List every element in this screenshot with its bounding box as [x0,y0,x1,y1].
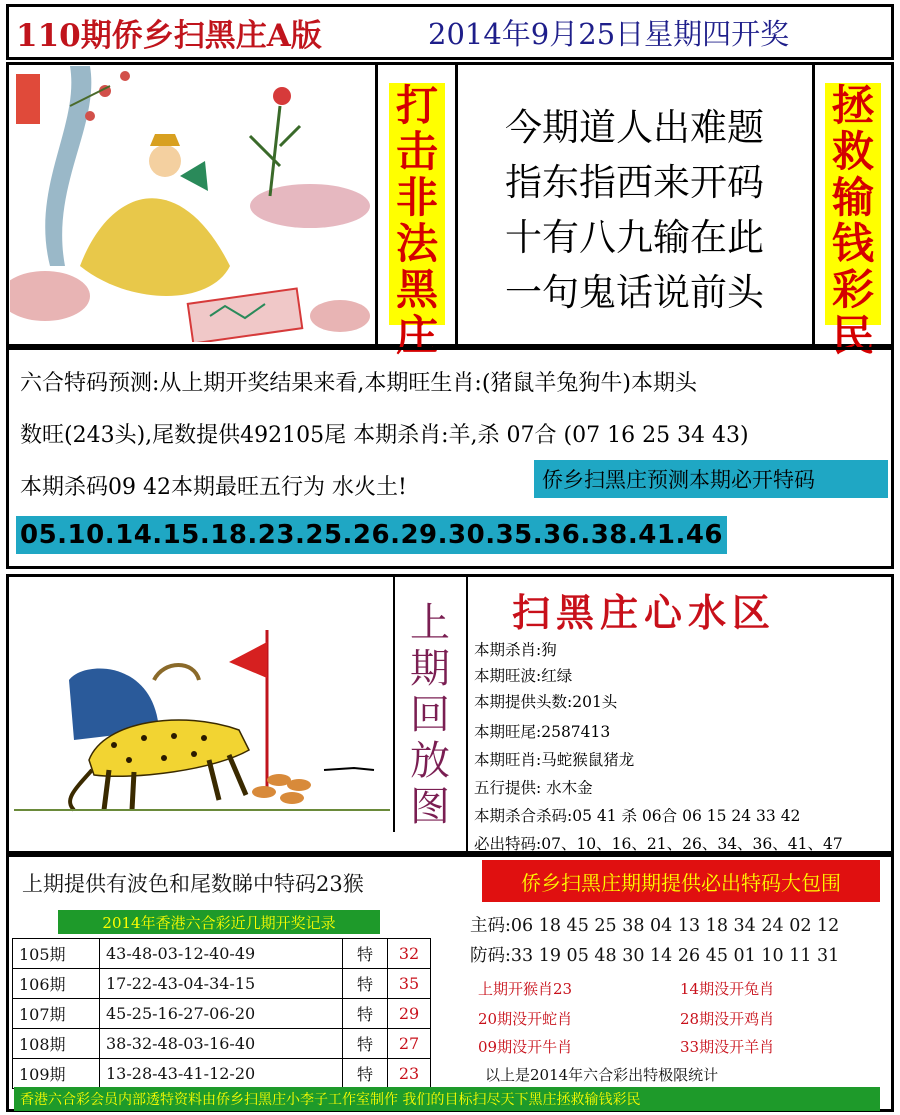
divider [466,574,468,854]
prediction-line-1: 六合特码预测:从上期开奖结果来看,本期旺生肖:(猪鼠羊兔狗牛)本期头 [20,371,697,396]
review-title: 扫黑庄心水区 [512,590,777,635]
history-table [12,938,431,1089]
numbers-cell: 13-28-43-41-12-20 [100,1059,343,1089]
footer-bar: 香港六合彩会员内部透特资料由侨乡扫黑庄小李子工作室制作 我们的目标扫尽天下黑庄拯救输钱彩民 [14,1087,880,1111]
issue-cell: 108期 [13,1029,100,1059]
review-char: 放 [410,738,450,784]
review-item: 本期杀肖:狗 [474,641,557,659]
special-cell: 27 [388,1029,431,1059]
issue-cell: 105期 [13,939,100,969]
stat-note: 20期没开蛇肖 [478,1010,573,1028]
prediction-line-3: 本期杀码09 42本期最旺五行为 水火土! [20,475,407,500]
leopard-illustration [14,620,390,830]
review-char: 图 [410,784,450,830]
header-title-left: 110期侨乡扫黑庄A版 [16,18,322,54]
issue-cell: 106期 [13,969,100,999]
side-char: 输 [831,173,874,222]
review-item: 本期旺尾:2587413 [474,723,611,741]
te-cell: 特 [343,939,388,969]
special-cell: 32 [388,939,431,969]
special-cell: 29 [388,999,431,1029]
prediction-banner: 侨乡扫黑庄预测本期必开特码 [534,460,888,498]
review-char: 回 [410,692,450,738]
side-char: 民 [831,311,874,360]
review-item: 本期旺肖:马蛇猴鼠猪龙 [474,751,635,769]
predicted-numbers: 05.10.14.15.18.23.25.26.29.30.35.36.38.41.46 [16,516,727,554]
history-title: 2014年香港六合彩近几期开奖记录 [58,910,380,934]
stat-note: 28期没开鸡肖 [680,1010,775,1028]
guarantee-banner: 侨乡扫黑庄期期提供必出特码大包围 [482,860,880,902]
numbers-cell: 38-32-48-03-16-40 [100,1029,343,1059]
divider [812,62,815,347]
poem-line: 一句鬼话说前头 [505,271,764,314]
review-char: 期 [410,646,450,692]
table-row [13,939,431,969]
poem-line: 今期道人出难题 [505,106,764,149]
special-cell: 23 [388,1059,431,1089]
divider [375,62,378,347]
table-row [13,969,431,999]
defense-codes: 防码:33 19 05 48 30 14 26 45 01 10 11 31 [470,946,840,966]
special-cell: 35 [388,969,431,999]
side-char: 法 [395,219,438,268]
te-cell: 特 [343,969,388,999]
side-char: 彩 [831,265,874,314]
review-label [400,600,460,830]
poem [505,100,764,320]
stat-note: 33期没开羊肖 [680,1038,775,1056]
side-char: 钱 [831,219,874,268]
side-char: 庄 [395,311,438,360]
sage-illustration [10,66,372,342]
stats-footer: 以上是2014年六合彩出特极限统计 [485,1066,719,1084]
poem-line: 指东指西来开码 [505,161,764,204]
te-cell: 特 [343,1059,388,1089]
prediction-line-2: 数旺(243头),尾数提供492105尾 本期杀肖:羊,杀 07合 (07 16 25 34 43) [20,423,749,448]
numbers-cell: 43-48-03-12-40-49 [100,939,343,969]
table-row [13,1029,431,1059]
side-char: 打 [395,81,438,130]
stamp-logo [16,74,40,124]
divider [455,62,458,347]
numbers-cell: 45-25-16-27-06-20 [100,999,343,1029]
review-item: 五行提供: 水木金 [474,779,593,797]
issue-cell: 107期 [13,999,100,1029]
review-item: 本期提供头数:201头 [474,693,618,711]
header-title-right: 2014年9月25日星期四开奖 [428,17,790,51]
side-char: 击 [395,127,438,176]
numbers-cell: 17-22-43-04-34-15 [100,969,343,999]
side-char: 黑 [395,265,438,314]
review-item: 本期杀合杀码:05 41 杀 06合 06 15 24 33 42 [474,807,801,825]
main-codes: 主码:06 18 45 25 38 04 13 18 34 24 02 12 [470,916,840,936]
side-label-right [825,81,881,360]
review-item: 必出特码:07、10、16、21、26、34、36、41、47 [474,835,843,853]
poem-line: 十有八九输在此 [505,216,764,259]
side-char: 拯 [831,81,874,130]
te-cell: 特 [343,1029,388,1059]
stat-note: 上期开猴肖23 [478,980,573,998]
table-row [13,1059,431,1089]
divider [393,574,395,832]
side-char: 非 [395,173,438,222]
table-row [13,999,431,1029]
last-issue-notice: 上期提供有波色和尾数睇中特码23猴 [22,872,364,896]
review-char: 上 [410,600,450,646]
issue-cell: 109期 [13,1059,100,1089]
side-label-left [389,81,445,360]
side-char: 救 [831,127,874,176]
stat-note: 09期没开牛肖 [478,1038,573,1056]
te-cell: 特 [343,999,388,1029]
review-item: 本期旺波:红绿 [474,667,573,685]
stat-note: 14期没开兔肖 [680,980,775,998]
